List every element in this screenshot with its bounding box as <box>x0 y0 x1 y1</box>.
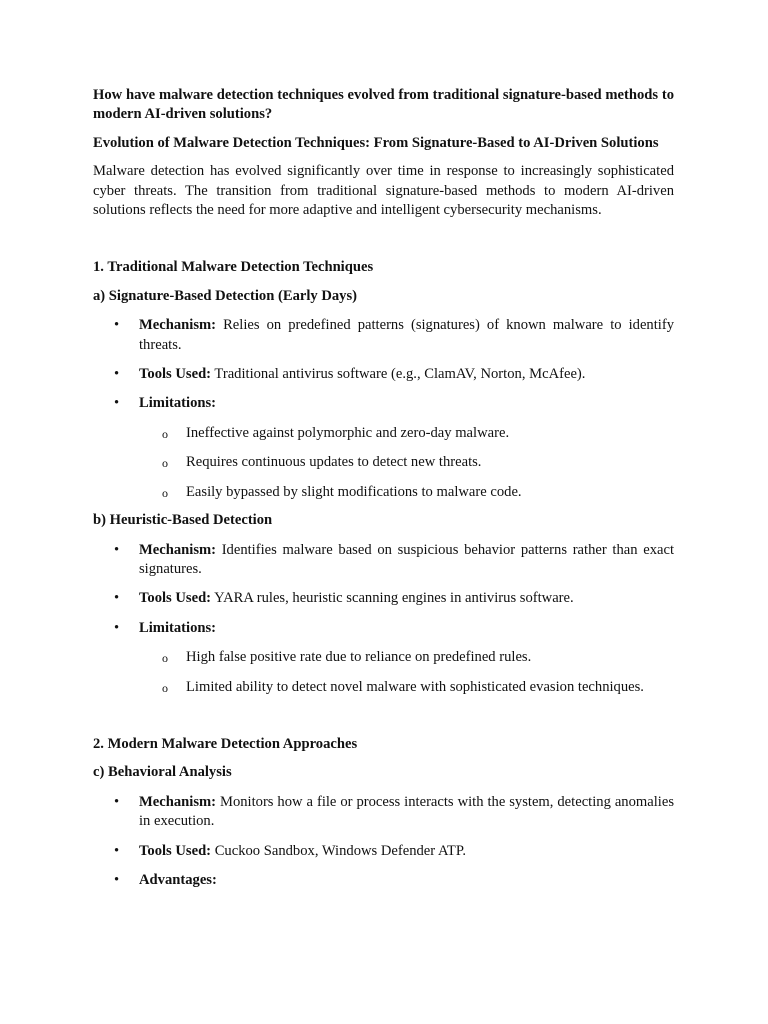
mechanism-label: Mechanism: <box>139 541 217 558</box>
advantages-label: Advantages: <box>139 871 217 888</box>
limitations-label: Limitations: <box>139 619 217 636</box>
bullet-glyph: • <box>114 619 120 636</box>
list-item-c-tools <box>93 842 674 861</box>
limitation-text: High false positive rate due to reliance on predefined rules. <box>186 649 532 666</box>
sub-list-item <box>93 483 674 502</box>
bullet-glyph: • <box>114 317 120 334</box>
document-body <box>93 86 674 890</box>
bullet-glyph: • <box>114 793 120 810</box>
list-item-a-tools <box>93 365 674 384</box>
limitations-label: Limitations: <box>139 395 217 412</box>
mechanism-text: Monitors how a file or process interacts with the system, detecting anomalies in execution. <box>139 793 674 830</box>
list-item-a-mechanism <box>93 316 674 355</box>
tools-text: YARA rules, heuristic scanning engines in antivirus software. <box>211 590 574 607</box>
mechanism-text: Identifies malware based on suspicious behavior patterns rather than exact signatures. <box>139 541 674 577</box>
subsection-c-heading: c) Behavioral Analysis <box>93 764 232 781</box>
mechanism-text: Relies on predefined patterns (signatures) of known malware to identify threats. <box>139 317 674 353</box>
bullet-glyph: • <box>114 842 120 859</box>
bullet-glyph: • <box>114 366 120 383</box>
bullet-glyph: • <box>114 590 120 607</box>
list-item-b-limitations <box>93 619 674 638</box>
sub-list-item <box>93 424 674 443</box>
section2-heading: 2. Modern Malware Detection Approaches <box>93 735 358 752</box>
sub-bullet-glyph: o <box>162 680 168 695</box>
tools-text: Cuckoo Sandbox, Windows Defender ATP. <box>211 842 466 859</box>
tools-label: Tools Used: <box>139 842 212 859</box>
mechanism-label: Mechanism: <box>139 317 217 334</box>
sub-bullet-glyph: o <box>162 651 168 666</box>
sub-bullet-glyph: o <box>162 426 168 441</box>
sub-list-item <box>93 648 674 667</box>
list-item-b-tools <box>93 589 674 608</box>
limitation-text: Ineffective against polymorphic and zero-day malware. <box>186 424 510 441</box>
bullet-glyph: • <box>114 871 120 888</box>
sub-list-item <box>93 453 674 472</box>
limitation-text: Easily bypassed by slight modifications to malware code. <box>186 483 522 500</box>
sub-list-item <box>93 678 674 697</box>
list-item-c-mechanism <box>93 793 674 832</box>
intro-paragraph: Malware detection has evolved significantly over time in response to increasingly sophisticated cyber threats. The transition from traditional signature-based methods to modern AI-driven solutions reflects the need for more adaptive and intelligent cybersecurity mechanisms. <box>93 163 674 219</box>
mechanism-label: Mechanism: <box>139 793 217 810</box>
subsection-b-heading: b) Heuristic-Based Detection <box>93 512 273 529</box>
question-heading: How have malware detection techniques evolved from traditional signature-based methods to modern AI-driven solutions? <box>93 87 674 123</box>
bullet-glyph: • <box>114 395 120 412</box>
tools-label: Tools Used: <box>139 590 212 607</box>
bullet-glyph: • <box>114 541 120 558</box>
tools-text: Traditional antivirus software (e.g., ClamAV, Norton, McAfee). <box>211 366 586 383</box>
list-item-b-mechanism <box>93 541 674 580</box>
list-item-c-advantages <box>93 871 674 890</box>
section1-heading: 1. Traditional Malware Detection Techniques <box>93 259 374 276</box>
limitation-text: Requires continuous updates to detect new threats. <box>186 454 482 471</box>
list-item-a-limitations <box>93 394 674 413</box>
document-title: Evolution of Malware Detection Techniques: From Signature-Based to AI-Driven Solutions <box>93 134 659 151</box>
tools-label: Tools Used: <box>139 366 212 383</box>
sub-bullet-glyph: o <box>162 485 168 500</box>
subsection-a-heading: a) Signature-Based Detection (Early Days) <box>93 287 358 304</box>
limitation-text: Limited ability to detect novel malware with sophisticated evasion techniques. <box>186 678 644 695</box>
sub-bullet-glyph: o <box>162 456 168 471</box>
